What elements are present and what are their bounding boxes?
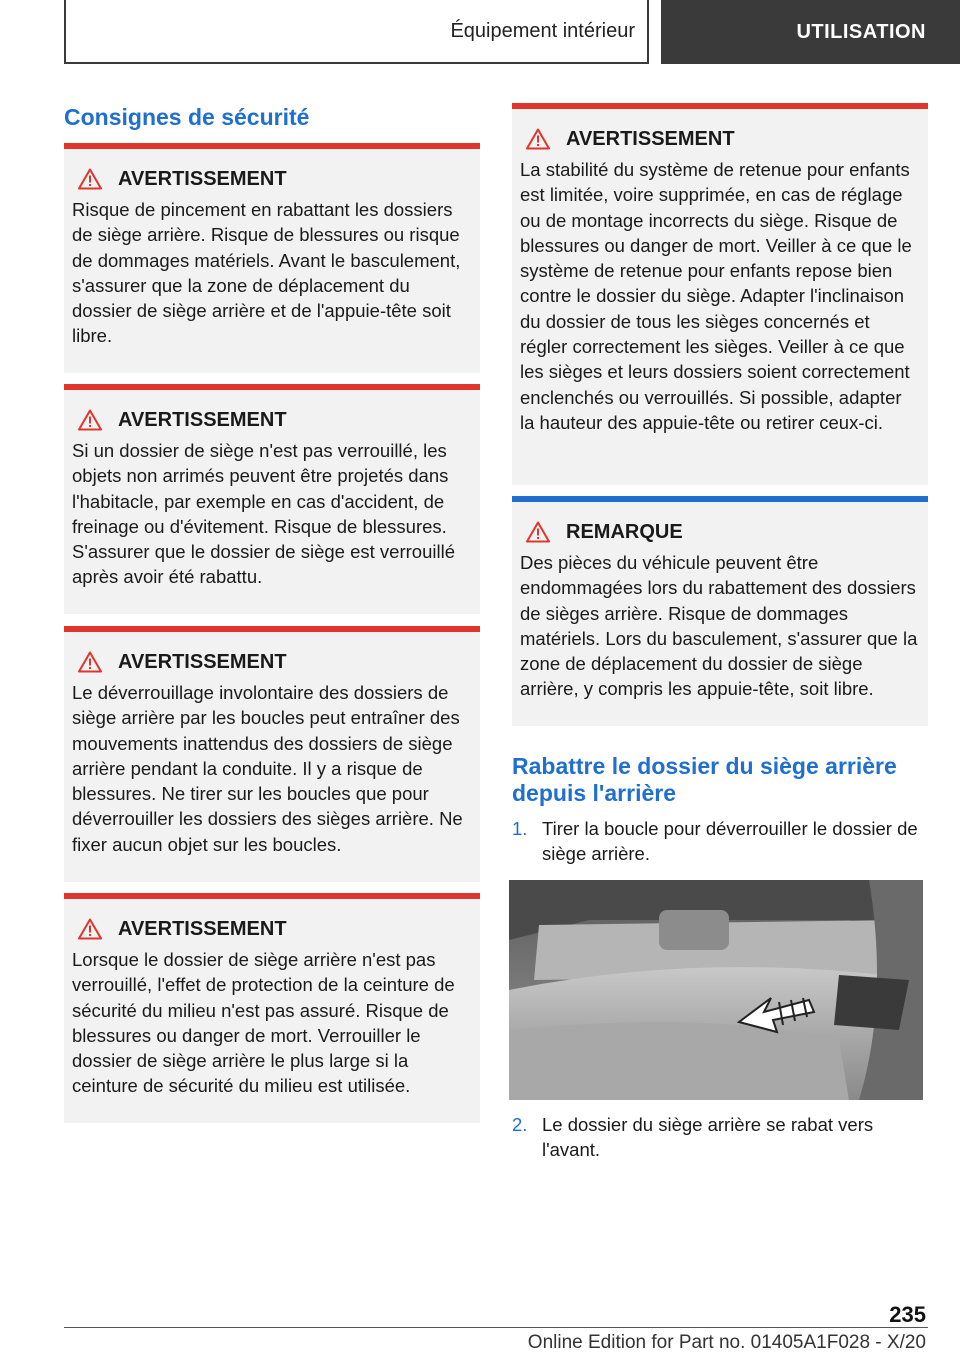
step-number: 1. [512,818,528,839]
warning-text: Lorsque le dossier de siège arrière n'est pas verrouillé, l'effet de protection de la ceinture de sécurité du milieu n'est pas assuré. Risque de blessures ou danger de mort. Verrouiller le dossier de siège arrière le plus large si la ceinture de sécurité du milieu est utilisée. [72,949,455,1097]
rear-seat-photo [509,880,923,1100]
warning-triangle-icon [78,918,102,940]
warning-label: AVERTISSEMENT [118,409,287,431]
warning-triangle-icon [526,128,550,150]
step-list [512,1112,928,1162]
step-text: Le dossier du siège arrière se rabat vers l'avant. [542,1114,874,1160]
warning-text: Le déverrouillage involontaire des dossiers de siège arrière par les boucles peut entraîner des mouvements inattendus des dossiers de siège arrière pendant la conduite. Il y a risque de blessures. Ne tirer sur les boucles que pour déverrouiller les dossiers des sièges arrière. Ne fixer aucun objet sur les boucles. [72,682,463,855]
seat-illustration [509,880,923,1100]
list-item [512,816,928,866]
warning-box [64,626,480,882]
warning-text: La stabilité du système de retenue pour enfants est limitée, voire supprimée, en cas de réglage ou de montage incorrects du siège. Risque de blessures ou danger de mort. Veiller à ce que le système de retenue pour enfants repose bien contre le dossier du siège. Adapter l'inclinaison du dossier de tous les sièges concernés et régler correctement les sièges. Veiller à ce que les sièges et leurs dossiers soient correctement enclenchés ou verrouillés. Si possible, adapter la hauteur des appuie-tête ou retirer ceux-ci. [520,159,912,433]
step-text: Tirer la boucle pour déverrouiller le dossier de siège arrière. [542,818,918,864]
step-list [512,816,928,866]
page-number: 235 [889,1302,926,1327]
warning-label: AVERTISSEMENT [118,168,287,190]
note-label: REMARQUE [566,521,683,543]
warning-label: AVERTISSEMENT [118,918,287,940]
warning-triangle-icon [78,168,102,190]
warning-text: Risque de pincement en rabattant les dossiers de siège arrière. Risque de blessures ou risque de dommages matériels. Avant le basculement, s'assurer que la zone de déplacement du dossier de siège arrière et de l'appuie-tête soit libre. [72,199,461,347]
warning-box [64,893,480,1123]
header-section [64,0,649,64]
warning-box [512,103,928,485]
warning-box [64,384,480,614]
warning-label: AVERTISSEMENT [118,651,287,673]
warning-label: AVERTISSEMENT [566,128,735,150]
footer-divider [64,1327,928,1328]
header-chapter [661,0,960,64]
subsection-title: Rabattre le dossier du siège arrière depuis l'arrière [512,753,897,806]
section-title: Consignes de sécurité [64,104,310,130]
step-number: 2. [512,1114,528,1135]
warning-triangle-icon [78,409,102,431]
footer-edition: Online Edition for Part no. 01405A1F028 - X/20 [527,1332,926,1353]
list-item [512,1112,928,1162]
warning-triangle-icon [78,651,102,673]
header-section-label: Équipement intérieur [450,19,635,42]
note-triangle-icon [526,521,550,543]
note-box [512,496,928,726]
header-chapter-label: UTILISATION [796,20,926,43]
warning-text: Si un dossier de siège n'est pas verrouillé, les objets non arrimés peuvent être projetés dans l'habitacle, par exemple en cas d'accident, de freinage ou d'évitement. Risque de blessures. S'assurer que le dossier de siège est verrouillé après avoir été rabattu. [72,440,455,588]
note-text: Des pièces du véhicule peuvent être endommagées lors du rabattement des dossiers de sièges arrière. Risque de dommages matériels. Lors du basculement, s'assurer que la zone de déplacement du dossier de siège arrière, y compris les appuie-tête, soit libre. [520,552,918,700]
warning-box [64,143,480,373]
